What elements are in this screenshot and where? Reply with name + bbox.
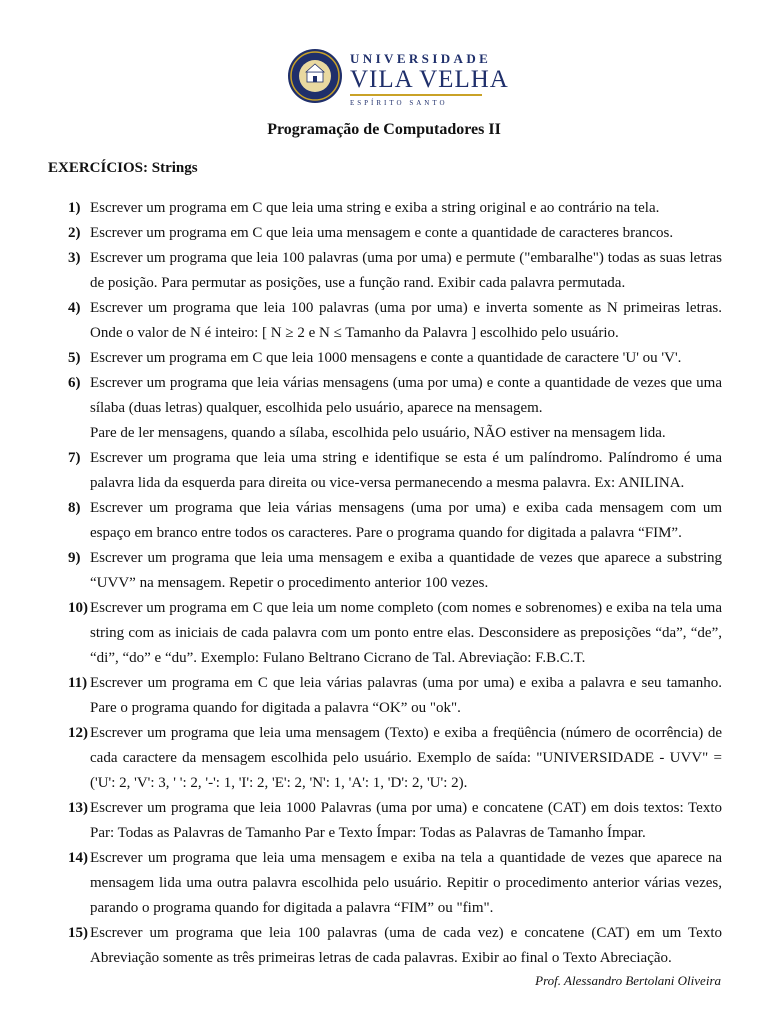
university-line1: UNIVERSIDADE — [350, 51, 492, 66]
exercise-number: 1) — [68, 200, 81, 216]
exercise-item — [48, 921, 722, 971]
wordmark-divider — [350, 94, 482, 96]
exercise-list — [48, 196, 722, 971]
exercise-item — [48, 496, 722, 546]
exercise-text: Escrever um programa em C que leia uma string e exiba a string original e ao contrário na tela. — [90, 200, 660, 216]
exercise-item — [48, 671, 722, 721]
university-header — [0, 42, 768, 112]
exercise-number: 9) — [68, 550, 81, 566]
exercise-text: Escrever um programa que leia 100 palavras (uma por uma) e permute ("embaralhe") todas as suas letras de posição. Para permutar as posições, use a função rand. Exibir cada palavra permutada. — [90, 250, 722, 291]
exercise-number: 11) — [68, 675, 88, 691]
exercise-number: 6) — [68, 375, 81, 391]
exercise-item — [48, 796, 722, 846]
exercise-text: Escrever um programa que leia uma mensagem e exiba na tela a quantidade de vezes que aparece na mensagem lida uma outra palavra escolhida pelo usuário. Repitir o procedimento anterior várias vezes, parando o programa quando for digitada a palavra “FIM” ou "fim". — [90, 850, 722, 916]
university-name: VILA VELHA — [350, 66, 509, 93]
exercise-number: 7) — [68, 450, 81, 466]
exercise-item — [48, 721, 722, 796]
exercise-number: 2) — [68, 225, 81, 241]
exercise-number: 3) — [68, 250, 81, 266]
exercise-number: 4) — [68, 300, 81, 316]
exercise-text: Escrever um programa que leia uma mensagem (Texto) e exiba a freqüência (número de ocorrência) de cada caractere da mensagem escolhida pelo usuário. Exemplo de saída: "UNIVERSIDADE - UVV" = ('U': 2, 'V': 3, ' ': 2, '-': 1, 'I': 2, 'E': 2, 'N': 1, 'A': 1, 'D': 2, 'U': 2). — [90, 725, 722, 791]
exercise-item — [48, 371, 722, 446]
page-title: Programação de Computadores II — [267, 121, 501, 138]
exercise-text: Escrever um programa que leia uma string e identifique se esta é um palíndromo. Palíndromo é uma palavra lida da esquerda para direita ou vice-versa permanecendo a mesma palavra. Ex: ANILINA. — [90, 450, 722, 491]
exercise-number: 12) — [68, 725, 88, 741]
exercise-number: 10) — [68, 600, 88, 616]
exercise-item — [48, 446, 722, 496]
author-footer: Prof. Alessandro Bertolani Oliveira — [535, 973, 721, 988]
exercise-item — [48, 296, 722, 346]
exercise-text: Escrever um programa que leia 100 palavras (uma por uma) e inverta somente as N primeiras letras. Onde o valor de N é inteiro: [ N ≥ 2 e N ≤ Tamanho da Palavra ] escolhido pelo usuário. — [90, 300, 722, 341]
exercise-text: Escrever um programa que leia várias mensagens (uma por uma) e exiba cada mensagem com um espaço em branco entre todos os caracteres. Pare o programa quando for digitada a palavra “FIM”. — [90, 500, 722, 541]
section-subtitle: EXERCÍCIOS: Strings — [48, 160, 198, 176]
university-seal-logo — [287, 48, 343, 104]
exercise-text: Escrever um programa que leia 1000 Palavras (uma por uma) e concatene (CAT) em dois textos: Texto Par: Todas as Palavras de Tamanho Par e Texto Ímpar: Todas as Palavras de Tamanho Ímpar. — [90, 800, 722, 841]
exercise-number: 13) — [68, 800, 88, 816]
university-state: ESPÍRITO SANTO — [350, 99, 448, 107]
exercise-item — [48, 346, 722, 371]
exercise-text: Escrever um programa em C que leia 1000 mensagens e conte a quantidade de caractere 'U' ou 'V'. — [90, 350, 682, 366]
university-wordmark — [350, 52, 509, 108]
exercise-text-continuation: Pare de ler mensagens, quando a sílaba, escolhida pelo usuário, NÃO estiver na mensagem lida. — [90, 425, 666, 441]
exercise-item — [48, 196, 722, 221]
exercise-item — [48, 221, 722, 246]
exercise-number: 5) — [68, 350, 81, 366]
exercise-text: Escrever um programa em C que leia várias palavras (uma por uma) e exiba a palavra e seu tamanho. Pare o programa quando for digitada a palavra “OK” ou "ok". — [90, 675, 722, 716]
exercise-number: 14) — [68, 850, 88, 866]
exercise-text: Escrever um programa que leia várias mensagens (uma por uma) e conte a quantidade de vezes que uma sílaba (duas letras) qualquer, escolhida pelo usuário, aparece na mensagem. — [90, 375, 722, 416]
exercise-item — [48, 246, 722, 296]
exercise-text: Escrever um programa que leia 100 palavras (uma de cada vez) e concatene (CAT) em um Texto Abreviação somente as três primeiras letras de cada palavras. Exibir ao final o Texto Abreciação. — [90, 925, 722, 966]
exercise-text: Escrever um programa que leia uma mensagem e exiba a quantidade de vezes que aparece a substring “UVV” na mensagem. Repetir o procedimento anterior 100 vezes. — [90, 550, 722, 591]
exercise-item — [48, 596, 722, 671]
exercise-number: 8) — [68, 500, 81, 516]
exercise-text: Escrever um programa em C que leia uma mensagem e conte a quantidade de caracteres brancos. — [90, 225, 674, 241]
exercise-item — [48, 846, 722, 921]
exercise-text: Escrever um programa em C que leia um nome completo (com nomes e sobrenomes) e exiba na tela uma string com as iniciais de cada palavra com um ponto entre elas. Desconsidere as preposições “da”, “de”, “di”, “do” e “du”. Exemplo: Fulano Beltrano Cicrano de Tal. Abreviação: F.B.C.T. — [90, 600, 722, 666]
exercise-item — [48, 546, 722, 596]
exercise-number: 15) — [68, 925, 88, 941]
